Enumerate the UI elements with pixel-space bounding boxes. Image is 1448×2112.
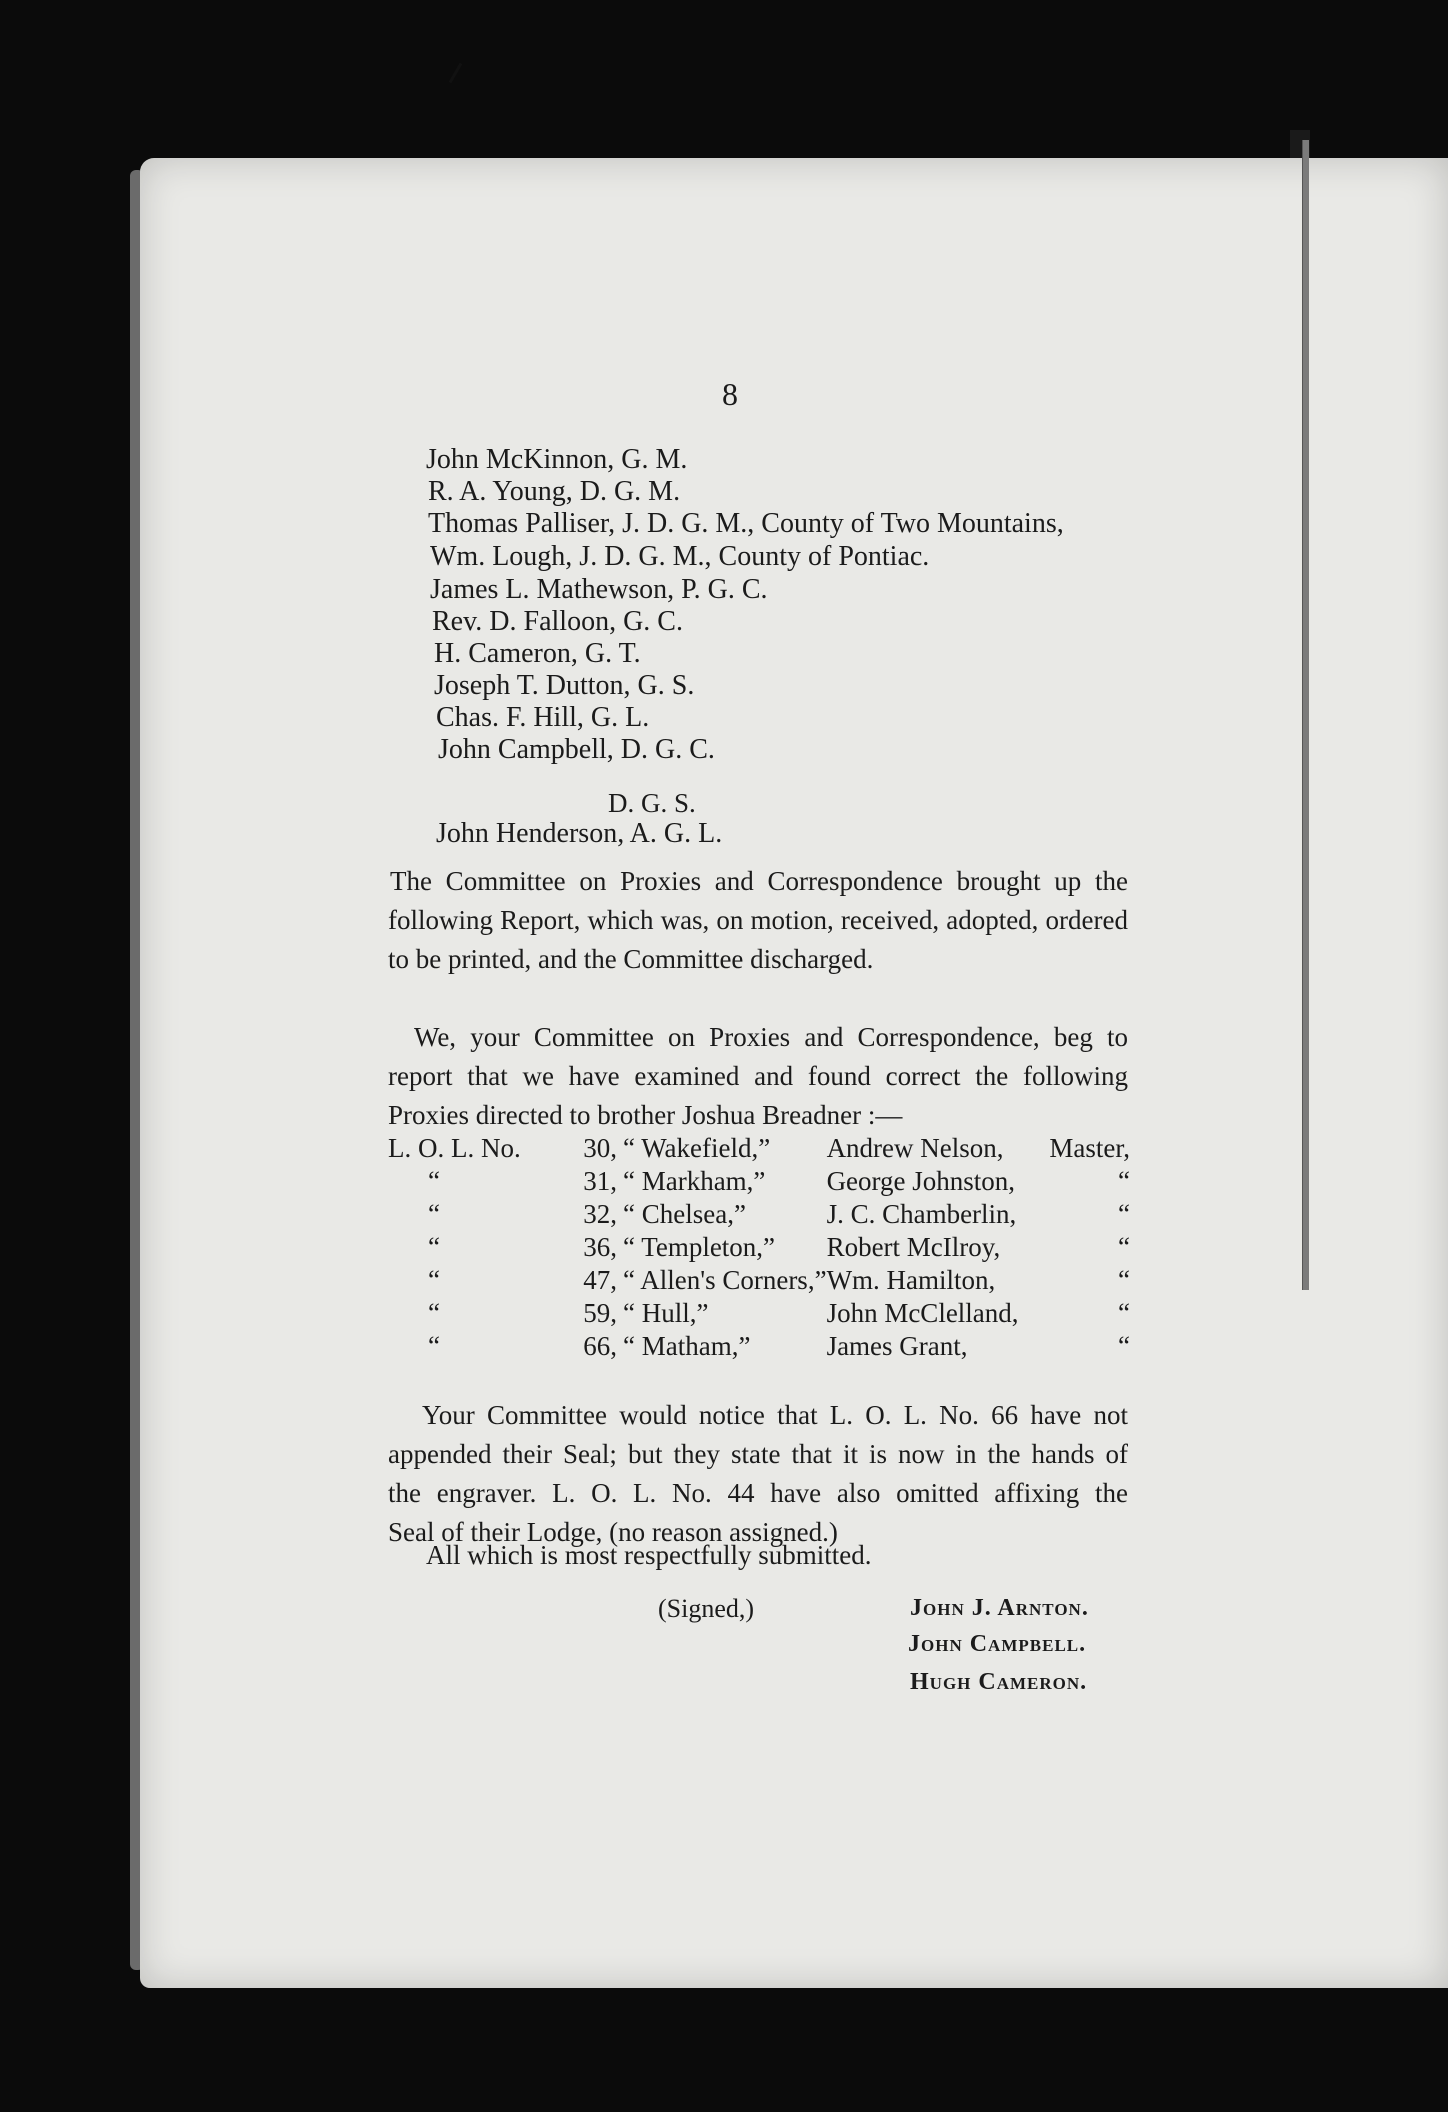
- proxy-number: 32,: [583, 1199, 617, 1229]
- officer-line: H. Cameron, G. T.: [434, 638, 641, 669]
- signatory-1: John J. Arnton.: [910, 1595, 1089, 1621]
- book-spine: [1302, 140, 1309, 1290]
- closing-line: All which is most respectfully submitted.: [426, 1540, 872, 1570]
- proxy-person: John McClelland,: [826, 1298, 1019, 1328]
- signatory-3: Hugh Cameron.: [910, 1669, 1088, 1695]
- table-row: [388, 1231, 1130, 1264]
- proxy-person: Andrew Nelson,: [826, 1133, 1004, 1163]
- committee-intro-line: following Report, which was, on motion, received, adopted, ordered: [388, 905, 1128, 935]
- page-number: 8: [722, 376, 738, 412]
- scan-mark: [449, 63, 463, 84]
- proxy-role: “: [1118, 1298, 1130, 1328]
- proxy-lol: “: [428, 1265, 440, 1295]
- officer-line: James L. Mathewson, P. G. C.: [430, 574, 768, 605]
- notice-line: Seal of their Lodge, (no reason assigned.): [388, 1517, 838, 1547]
- proxy-lodge: “ Hull,”: [622, 1298, 709, 1328]
- report-intro-line: We, your Committee on Proxies and Correspondence, beg to: [414, 1022, 1128, 1052]
- table-row: [388, 1198, 1130, 1231]
- officer-line: Chas. F. Hill, G. L.: [436, 702, 650, 733]
- proxy-lol: “: [428, 1166, 440, 1196]
- proxy-person: James Grant,: [826, 1331, 968, 1361]
- officer-line: Wm. Lough, J. D. G. M., County of Pontiac.: [430, 541, 930, 572]
- proxy-number: 47,: [583, 1265, 617, 1295]
- proxy-lol: L. O. L. No.: [388, 1133, 521, 1163]
- proxy-lodge: “ Wakefield,”: [622, 1133, 771, 1163]
- proxy-number: 30,: [583, 1133, 617, 1163]
- proxy-person: George Johnston,: [826, 1166, 1016, 1196]
- proxy-lodge: “ Templeton,”: [622, 1232, 776, 1262]
- proxy-lodge: “ Allen's Corners,”: [622, 1265, 827, 1295]
- proxy-role: “: [1118, 1265, 1130, 1295]
- committee-intro-paragraph: [388, 862, 1128, 979]
- proxy-role: “: [1118, 1199, 1130, 1229]
- proxy-person: J. C. Chamberlin,: [826, 1199, 1017, 1229]
- notice-paragraph: [388, 1396, 1128, 1552]
- report-intro-line: Proxies directed to brother Joshua Breadner :—: [388, 1100, 903, 1130]
- report-intro-paragraph: [388, 1018, 1128, 1135]
- signatory-2: John Campbell.: [908, 1631, 1087, 1657]
- officer-dgs: D. G. S.: [608, 788, 696, 818]
- officer-line: John Campbell, D. G. C.: [438, 734, 715, 765]
- proxy-table: [388, 1132, 1130, 1363]
- notice-line: Your Committee would notice that L. O. L. No. 66 have not: [422, 1400, 1128, 1430]
- proxy-role: “: [1118, 1232, 1130, 1262]
- proxy-number: 36,: [583, 1232, 617, 1262]
- proxy-lol: “: [428, 1331, 440, 1361]
- proxy-lol: “: [428, 1298, 440, 1328]
- proxy-role: “: [1118, 1331, 1130, 1361]
- table-row: [388, 1297, 1130, 1330]
- proxy-lodge: “ Chelsea,”: [622, 1199, 746, 1229]
- officer-line: John McKinnon, G. M.: [426, 444, 688, 475]
- officer-line: Rev. D. Falloon, G. C.: [432, 606, 683, 637]
- officer-line: Thomas Palliser, J. D. G. M., County of Two Mountains,: [428, 508, 1064, 539]
- table-row: [388, 1264, 1130, 1297]
- officer-line: R. A. Young, D. G. M.: [428, 476, 681, 507]
- committee-intro-line: to be printed, and the Committee discharged.: [388, 944, 874, 974]
- table-row: [388, 1330, 1130, 1363]
- officer-line: Joseph T. Dutton, G. S.: [434, 670, 695, 701]
- proxy-person: Wm. Hamilton,: [826, 1265, 996, 1295]
- proxy-person: Robert McIlroy,: [826, 1232, 1001, 1262]
- proxy-number: 66,: [583, 1331, 617, 1361]
- table-row: [388, 1132, 1130, 1165]
- table-row: [388, 1165, 1130, 1198]
- proxy-lodge: “ Matham,”: [622, 1331, 751, 1361]
- proxy-role: “: [1118, 1166, 1130, 1196]
- notice-line: appended their Seal; but they state that it is now in the hands of: [388, 1439, 1128, 1469]
- committee-intro-line: The Committee on Proxies and Correspondence brought up the: [390, 866, 1128, 896]
- proxy-lol: “: [428, 1232, 440, 1262]
- proxy-number: 31,: [583, 1166, 617, 1196]
- signed-label: (Signed,): [658, 1594, 755, 1623]
- officer-last: John Henderson, A. G. L.: [436, 818, 723, 849]
- proxy-role: Master,: [1049, 1133, 1130, 1163]
- proxy-lol: “: [428, 1199, 440, 1229]
- report-intro-line: report that we have examined and found correct the following: [388, 1061, 1128, 1091]
- proxy-number: 59,: [583, 1298, 617, 1328]
- proxy-lodge: “ Markham,”: [622, 1166, 766, 1196]
- notice-line: the engraver. L. O. L. No. 44 have also omitted affixing the: [388, 1478, 1128, 1508]
